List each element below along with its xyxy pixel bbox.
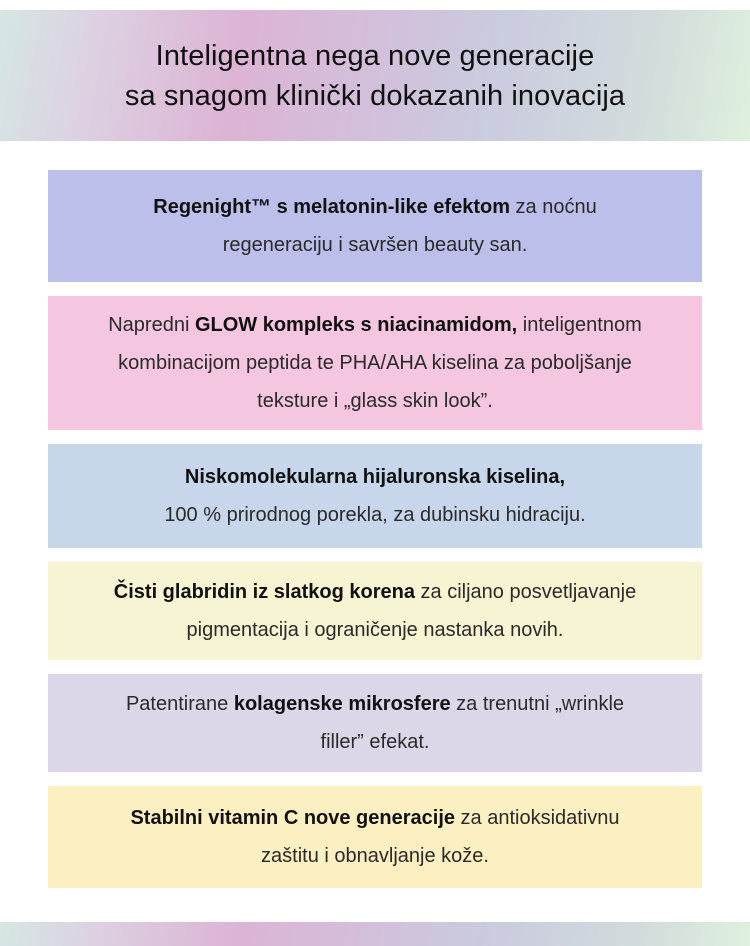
feature-card-glow-complex	[48, 296, 702, 430]
feature-text: Niskomolekularna hijaluronska kiselina, 100 % prirodnog porekla, za dubinsku hidraciju.	[164, 466, 586, 526]
feature-text: Patentirane kolagenske mikrosfere za trenutni „wrinkle filler” efekat.	[125, 693, 625, 753]
feature-highlight: Stabilni vitamin C nove generacije	[130, 807, 455, 829]
feature-highlight: Regenight™ s melatonin-like efektom	[153, 196, 510, 218]
feature-card-hyaluronic-acid	[48, 444, 702, 548]
feature-highlight: GLOW kompleks s niacinamidom,	[194, 314, 518, 336]
feature-card-regenight	[48, 170, 702, 282]
feature-text: Napredni GLOW kompleks s niacinamidom, inteligentnom kombinacijom peptida te PHA/AHA kiselina za poboljšanje teksture i „glass skin look”.	[108, 314, 642, 412]
feature-highlight: Čisti glabridin iz slatkog korena	[113, 581, 415, 603]
feature-text: Regenight™ s melatonin-like efektom za noćnu regeneraciju i savršen beauty san.	[153, 196, 597, 256]
feature-card-glabridin	[48, 562, 702, 660]
feature-card-vitamin-c	[48, 786, 702, 888]
feature-highlight: kolagenske mikrosfere	[233, 693, 451, 715]
feature-text: Stabilni vitamin C nove generacije za antioksidativnu zaštitu i obnavljanje kože.	[130, 807, 620, 867]
page-title-line-1: Inteligentna nega nove generacije	[155, 39, 595, 72]
feature-text: Čisti glabridin iz slatkog korena za ciljano posvetljavanje pigmentacija i ograničenje nastanka novih.	[113, 581, 637, 641]
page-title-line-2: sa snagom klinički dokazanih inovacija	[124, 79, 626, 112]
feature-highlight: Niskomolekularna hijaluronska kiselina,	[184, 466, 566, 488]
header-banner	[0, 10, 750, 141]
feature-card-collagen-microspheres	[48, 674, 702, 772]
footer-gradient-band	[0, 922, 750, 946]
